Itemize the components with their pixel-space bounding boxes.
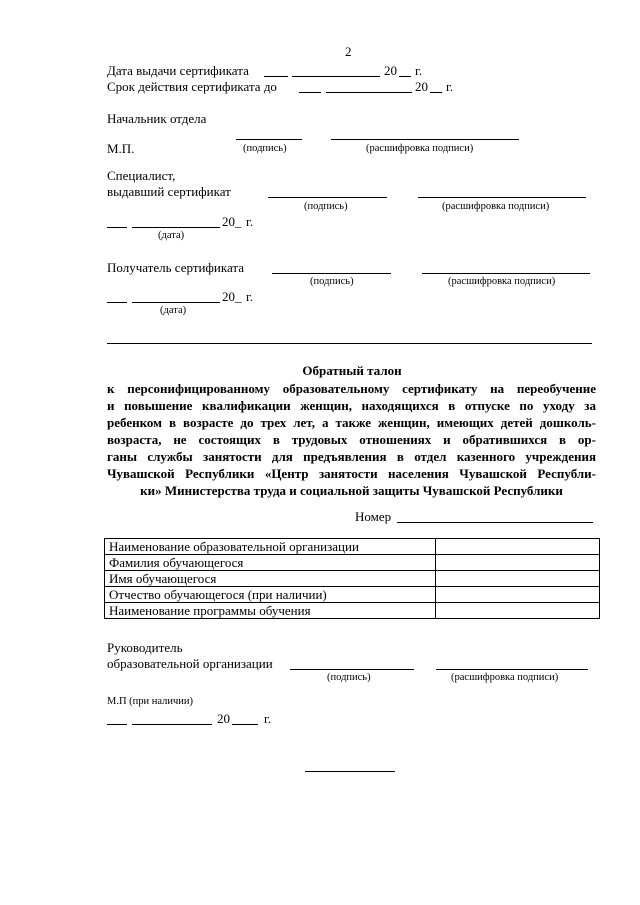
issue-year-blank[interactable] — [399, 76, 411, 77]
recipient-day-blank[interactable] — [107, 302, 127, 303]
org-head-title-line2: образовательной организации — [107, 656, 273, 671]
specialist-decoding-caption: (расшифровка подписи) — [442, 201, 550, 212]
issue-date-label: Дата выдачи сертификата — [107, 63, 249, 78]
org-head-date-suffix: г. — [264, 711, 272, 726]
specialist-day-blank[interactable] — [107, 227, 127, 228]
org-head-date-year: 20 — [217, 711, 230, 726]
head-decoding-caption: (расшифровка подписи) — [366, 143, 474, 154]
issue-year-prefix: 20 — [384, 63, 397, 78]
recipient-signature-line[interactable] — [272, 273, 391, 274]
issue-day-blank[interactable] — [264, 76, 288, 77]
talon-line-4: возраста, не состоящих в трудовых отношениях и обратившихся в ор- — [107, 432, 596, 447]
row-label: Фамилия обучающегося — [105, 555, 436, 571]
issue-year-suffix: г. — [415, 63, 423, 78]
org-head-signature-line[interactable] — [290, 669, 414, 670]
talon-line-7: ки» Министерства труда и социальной защиты Чувашской Республики — [140, 483, 563, 498]
table-row — [105, 555, 600, 571]
specialist-month-blank[interactable] — [132, 227, 220, 228]
org-head-day-blank[interactable] — [107, 724, 127, 725]
org-head-signature-caption: (подпись) — [327, 672, 371, 683]
recipient-title: Получатель сертификата — [107, 260, 245, 275]
specialist-signature-line[interactable] — [268, 197, 387, 198]
recipient-decoding-caption: (расшифровка подписи) — [448, 276, 556, 287]
talon-line-3: ребенком в возрасте до трех лет, а также женщин, имеющих детей дошколь- — [107, 415, 596, 430]
validity-month-blank[interactable] — [326, 92, 412, 93]
org-head-stamp: М.П (при наличии) — [107, 696, 194, 707]
specialist-date-year: 20_ — [222, 214, 242, 229]
org-head-decoding-line[interactable] — [436, 669, 588, 670]
row-label: Имя обучающегося — [105, 571, 436, 587]
issue-month-blank[interactable] — [292, 76, 380, 77]
number-label: Номер — [355, 509, 392, 524]
table-row — [105, 587, 600, 603]
org-head-title-line1: Руководитель — [107, 640, 183, 655]
info-table — [104, 538, 600, 619]
specialist-signature-caption: (подпись) — [304, 201, 348, 212]
cut-line — [107, 343, 592, 344]
head-signature-line[interactable] — [236, 139, 302, 140]
row-value-field[interactable] — [436, 571, 600, 587]
recipient-decoding-line[interactable] — [422, 273, 590, 274]
org-head-month-blank[interactable] — [132, 724, 212, 725]
head-of-department-title: Начальник отдела — [107, 111, 207, 126]
head-stamp: М.П. — [107, 141, 135, 156]
row-value-field[interactable] — [436, 587, 600, 603]
talon-line-2: и повышение квалификации женщин, находящихся в отпуске по уходу за — [107, 398, 596, 413]
table-row — [105, 603, 600, 619]
row-value-field[interactable] — [436, 555, 600, 571]
recipient-month-blank[interactable] — [132, 302, 220, 303]
specialist-decoding-line[interactable] — [418, 197, 586, 198]
talon-line-1: к персонифицированному образовательному сертификату на переобучение — [107, 381, 596, 396]
org-head-year-blank[interactable] — [232, 724, 258, 725]
specialist-date-suffix: г. — [246, 214, 254, 229]
table-row — [105, 571, 600, 587]
talon-title: Обратный талон — [302, 363, 402, 378]
row-label: Наименование образовательной организации — [105, 539, 436, 555]
validity-label: Срок действия сертификата до — [107, 79, 277, 94]
page-number: 2 — [345, 44, 352, 59]
validity-day-blank[interactable] — [299, 92, 321, 93]
specialist-title-line1: Специалист, — [107, 168, 176, 183]
specialist-title-line2: выдавший сертификат — [107, 184, 231, 199]
talon-line-5: ганы службы занятости для предъявления в отдел казенного учреждения — [107, 449, 596, 464]
recipient-date-suffix: г. — [246, 289, 254, 304]
row-value-field[interactable] — [436, 539, 600, 555]
specialist-date-caption: (дата) — [158, 230, 185, 241]
recipient-date-caption: (дата) — [160, 305, 187, 316]
validity-year-suffix: г. — [446, 79, 454, 94]
recipient-signature-caption: (подпись) — [310, 276, 354, 287]
org-head-decoding-caption: (расшифровка подписи) — [451, 672, 559, 683]
validity-year-blank[interactable] — [430, 92, 442, 93]
recipient-date-year: 20_ — [222, 289, 242, 304]
row-label: Отчество обучающегося (при наличии) — [105, 587, 436, 603]
end-divider — [305, 771, 395, 772]
row-value-field[interactable] — [436, 603, 600, 619]
head-decoding-line[interactable] — [331, 139, 519, 140]
head-signature-caption: (подпись) — [243, 143, 287, 154]
validity-year-prefix: 20 — [415, 79, 428, 94]
row-label: Наименование программы обучения — [105, 603, 436, 619]
number-field[interactable] — [397, 522, 593, 523]
talon-body — [107, 380, 596, 499]
table-row — [105, 539, 600, 555]
talon-line-6: Чувашской Республики «Центр занятости населения Чувашской Республи- — [107, 466, 596, 481]
